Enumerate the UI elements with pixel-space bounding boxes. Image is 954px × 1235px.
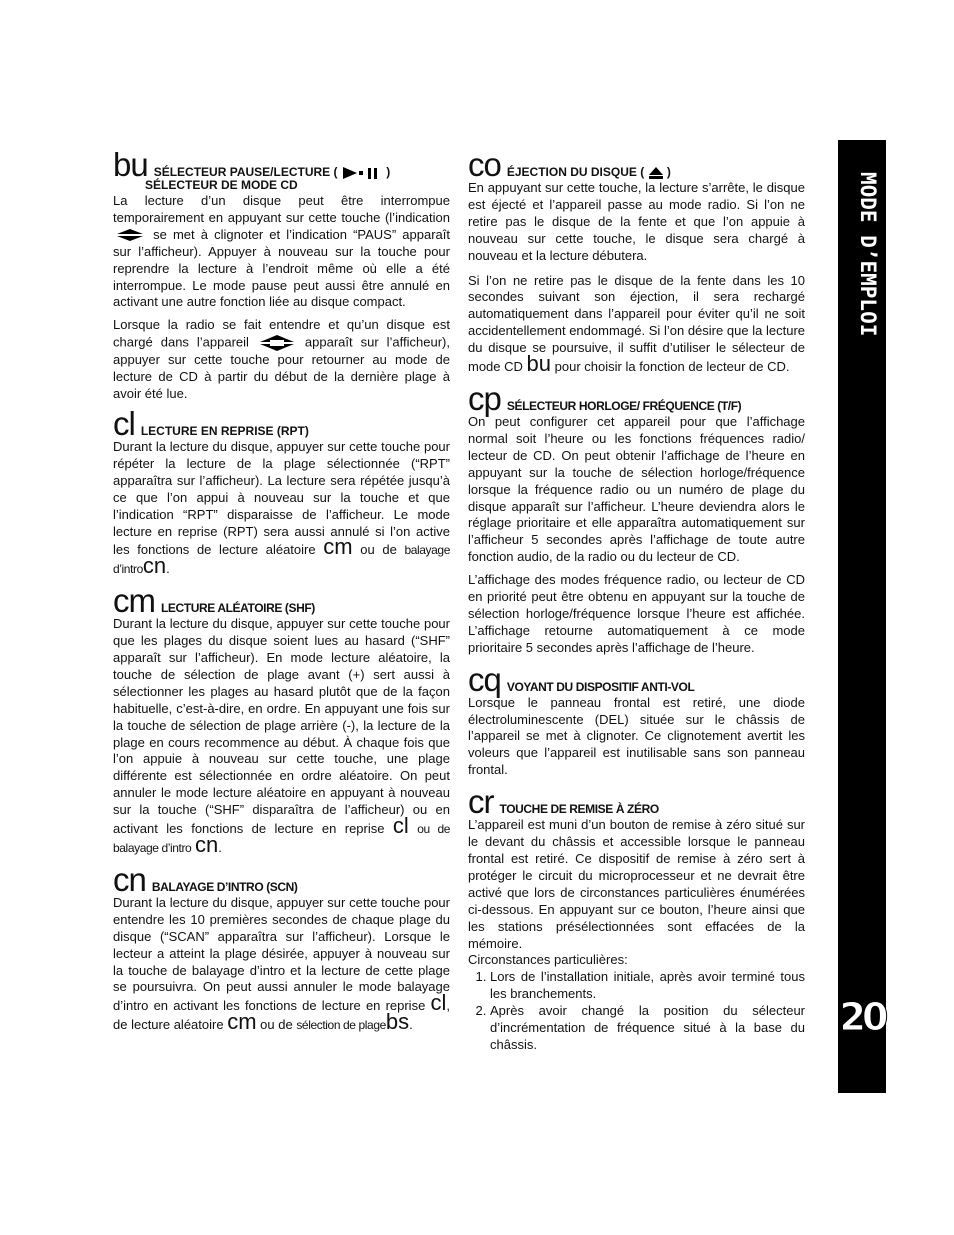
callout-reference: bs <box>385 1009 410 1035</box>
section-title: LECTURE ALÉATOIRE (SHF) <box>161 601 315 616</box>
callout-reference: cm <box>227 1009 257 1035</box>
section-heading <box>113 146 450 183</box>
paragraph: Durant la lecture du disque, appuyer sur cette touche pour que les plages du disque soient lues au hasard (“SHF” apparaît sur l’afficheur). En mode lecture aléatoire, la touche de sélection de plage avant (+) sert aussi à sélectionner les plages au hasard plutôt que de la façon habituelle, c’est-à-dire, en ordre. En appuyant une fois sur la touche de sélection de plage arrière (-), la lecture de la plage en cours recommence au début. À chaque fois que l’on appuie à nouveau sur cette touche, une plage différente est sélectionnée en ordre aléatoire. On peut annuler le mode lecture aléatoire en appuyant à nouveau sur la touche (“SHF” disparaîtra de l’afficheur) ou en activant les fonctions de lecture en reprise cl ou de balayage d’intro cn. <box>113 616 450 857</box>
section-heading <box>113 860 450 898</box>
paragraph: La lecture d’un disque peut être interrompue temporairement en appuyant sur cette touche (l’indication se met à clignoter et l’indication “PAUS” apparaît sur l’afficheur). Appuyer à nouveau sur la touche pour reprendre la lecture à l’endroit même où elle a été interrompue. Le mode pause peut aussi être annulé en activant une autre fonction liée au disque compact. <box>113 193 450 310</box>
callout-glyph: cl <box>113 404 135 442</box>
right-column <box>468 146 805 1054</box>
list-intro: Circonstances particulières: <box>468 952 628 968</box>
section-heading <box>113 582 450 620</box>
section-repeat <box>113 404 450 579</box>
section-heading <box>468 146 805 183</box>
callout-reference: cm <box>323 534 353 560</box>
section-shuffle <box>113 582 450 857</box>
paragraph: Durant la lecture du disque, appuyer sur cette touche pour répéter la lecture de la plage sélectionnée (“RPT” apparaîtra sur l’afficheur). La lecture sera répétée jusqu’à ce que l’on appui à nouveau sur la touche et que l’indication “RPT” disparaisse de l’afficheur. Le mode lecture en reprise (RPT) sera aussi annulé si l’on active les fonctions de lecture aléatoire cm ou de balayage d’introcn. <box>113 438 450 579</box>
callout-glyph: co <box>468 146 501 183</box>
paragraph: En appuyant sur cette touche, la lecture s’arrête, le disque est éjecté et l’appareil passe au mode radio. Si l’on ne retire pas le disque de la fente et que l’on appuie à nouveau sur cette touche, le disque sera chargé à nouveau et la lecture débutera. <box>468 180 805 263</box>
section-title: VOYANT DU DISPOSITIF ANTI-VOL <box>506 679 695 694</box>
section-subtitle: SÉLECTEUR DE MODE CD <box>145 178 298 192</box>
circumstances-list <box>468 969 805 1054</box>
page-number: 20 <box>839 995 885 1039</box>
play-pause-icon <box>341 166 383 180</box>
paragraph: Durant la lecture du disque, appuyer sur cette touche pour entendre les 10 premières secondes de chaque plage du disque (“SCAN” apparaîtra sur l’afficheur). Lorsque le lecteur a atteint la plage désirée, appuyer à nouveau sur la touche de balayage d’intro et la lecture de cette plage se poursuivra. On peut aussi annuler le mode balayage d’intro en activant les fonctions de lecture en reprise cl, de lecture aléatoire cm ou de sélection de plagebs. <box>113 894 450 1035</box>
paragraph: Si l’on ne retire pas le disque de la fente dans les 10 secondes suivant son éjection, il sera rechargé automatiquement dans l’appareil pour éviter qu’il ne soit accidentellement endommagé. Si l’on désire que la lecture du disque se poursuive, il suffit d’utiliser le sélecteur de mode CD bu pour choisir la fonction de lecteur de CD. <box>468 272 805 377</box>
section-title: TOUCHE DE REMISE À ZÉRO <box>499 802 659 817</box>
callout-glyph: bu <box>113 146 148 183</box>
disc-loaded-icon <box>257 334 297 352</box>
section-scan <box>113 860 450 1035</box>
section-clock <box>468 379 805 657</box>
section-antitheft <box>468 660 805 780</box>
section-tab <box>838 140 886 1093</box>
callout-reference: cl <box>392 813 409 839</box>
paragraph: Lorsque le panneau frontal est retiré, une diode électroluminescente (DEL) située sur le châssis de l’appareil se met à clignoter. Ce clignotement avertit les voleurs que l’appareil est inutilisable sans son panneau frontal. <box>468 694 805 778</box>
callout-glyph: cn <box>113 860 146 898</box>
section-title: SÉLECTEUR HORLOGE/ FRÉQUENCE (T/F) <box>506 398 742 413</box>
section-title: BALAYAGE D’INTRO (SCN) <box>151 879 298 894</box>
section-heading <box>113 404 450 442</box>
section-heading <box>468 783 805 821</box>
section-title: ÉJECTION DU DISQUE ( ) <box>506 165 671 179</box>
callout-reference: cn <box>142 553 167 579</box>
section-eject <box>468 146 805 377</box>
callout-glyph: cq <box>468 660 501 698</box>
section-pause <box>113 146 450 403</box>
eject-icon <box>648 166 664 180</box>
section-heading <box>468 379 805 417</box>
paragraph: On peut configurer cet appareil pour que l’affichage normal soit l’heure ou les fonctions fréquences radio/ lecteur de CD. On peut obtenir l’affichage de l’heure en appuyant sur la touche de sélection horloge/fréquence lorsque la fréquence radio ou un numéro de plage du disque apparaît sur l’afficheur. L’heure deviendra alors le réglage prioritaire et elle apparaîtra automatiquement sur l’afficheur 5 secondes après l’affichage de toute autre fonction audio, de la radio ou du lecteur de CD. <box>468 413 805 565</box>
callout-glyph: cp <box>468 379 501 417</box>
callout-glyph: cm <box>113 582 155 620</box>
callout-glyph: cr <box>468 783 494 821</box>
list-item: 2. Après avoir changé la position du sélecteur d’incrémentation de fréquence situé à la base du châssis. <box>490 1003 805 1054</box>
section-title: SÉLECTEUR PAUSE/LECTURE ( ) <box>153 165 391 179</box>
disc-indicator-icon <box>113 228 147 242</box>
callout-reference: bu <box>526 351 552 377</box>
section-reset <box>468 783 805 1054</box>
list-item: 1. Lors de l’installation initiale, après avoir terminé tous les branchements. <box>490 969 805 1003</box>
callout-reference: cn <box>194 832 219 857</box>
left-column <box>113 146 450 1035</box>
section-heading <box>468 660 805 698</box>
callout-reference: cl <box>430 990 447 1016</box>
paragraph: L’affichage des modes fréquence radio, ou lecteur de CD en priorité peut être obtenu en appuyant sur la touche de sélection horloge/fréquence lorsque l’heure est affichée. L’affichage retourne automatiquement à ce mode prioritaire 5 secondes après l’affichage de l’heure. <box>468 572 805 655</box>
sidebar-title: MODE D’EMPLOI <box>856 172 880 337</box>
paragraph: L’appareil est muni d’un bouton de remise à zéro situé sur le devant du châssis et accessible lorsque le panneau frontal est retiré. Ce dispositif de remise à zéro sert à protéger le circuit du microprocesseur et ne devrait être activé que lors de circonstances particulières énumérées ci-dessous. En appuyant sur ce bouton, l’heure ainsi que les stations présélectionnées sont effacées de la mémoire. <box>468 817 805 951</box>
paragraph: Lorsque la radio se fait entendre et qu’un disque est chargé dans l’appareil apparaît sur l’afficheur), appuyer sur cette touche pour retourner au mode de lecture de CD à partir du début de la dernière plage à avoir été lue. <box>113 317 450 402</box>
section-title: LECTURE EN REPRISE (RPT) <box>140 423 309 438</box>
